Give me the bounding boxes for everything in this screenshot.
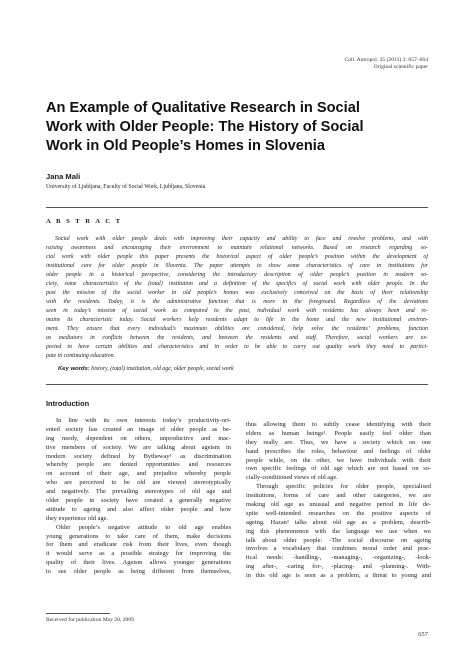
body-line: spite well-intended researches on the positive aspects of <box>246 509 431 517</box>
body-line: for them and eradicate risk from their lives, even though <box>46 541 231 549</box>
body-line: in this old age is seen as a problem, a threat to young and <box>246 572 431 580</box>
body-line: attitude to ageing and also affect older people and how <box>46 505 231 513</box>
body-line: cially-conditioned views of old age. <box>246 474 338 482</box>
abstract-line: as mediators in conflicts between the residents, and between the residents and staff. Therefore, social workers are ex- <box>46 335 428 341</box>
body-line: tive members of society. We are talking about ageism in <box>46 443 231 451</box>
body-column-right <box>246 421 431 581</box>
divider <box>46 384 428 385</box>
body-line: institutions, forms of care and other categories, we are <box>246 492 431 500</box>
title-line: An Example of Qualitative Research in Social <box>46 100 360 116</box>
body-line: modern society defined by Bytheway¹ as discrimination <box>46 452 231 460</box>
abstract-line: past the mission of the social worker in old people’s homes was exclusively conceived on the basis of their relationship <box>46 290 428 296</box>
body-line: elders as human beings¹. People easily feel older than <box>246 429 431 437</box>
body-line: whereby people are denied opportunities and resources <box>46 461 231 469</box>
abstract-line: Social work with older people deals with improving their capacity and ability to face and resolve problems, and with <box>55 236 428 242</box>
abstract-line: ment. They ensure that every individual’s maximum abilities are considered, help solve the residents’ problems, function <box>46 326 428 332</box>
body-column-left <box>46 417 231 577</box>
abstract-line: older people in a historical perspective, considering the introductory description of older people’s position in modern so- <box>46 272 428 278</box>
abstract-line: mains its characteristic today. Social workers help residents adapt to life in the home and the new institutional environ- <box>46 317 428 323</box>
footnote: Received for publication May 20, 2009 <box>46 617 134 623</box>
body-line: and negatively. The prevailing stereotypes of old age and <box>46 488 231 496</box>
abstract-line: with the residents. Today, it is the administrative function that is more in the foreground. Regardless of the deviations <box>46 299 428 305</box>
paper-type: Original scientific paper <box>373 64 428 70</box>
body-line: ing needy, dependent on others, unproductive and inac- <box>46 434 231 442</box>
body-line: thus allowing them to subtly cease identifying with their <box>246 421 431 428</box>
body-line: quality of their lives. Ageism allows younger generations <box>46 559 231 567</box>
page-number: 657 <box>418 631 428 638</box>
body-line: ing this phenomenon with the language we use when we <box>246 527 431 535</box>
body-line: young generations to take care of them, make decisions <box>46 532 231 540</box>
section-heading-introduction: Introduction <box>46 399 90 408</box>
keywords-value: history, (total) institution, old age, older people, social work <box>91 366 234 372</box>
journal-citation: Coll. Antropol. 35 (2011) 3: 657–664 <box>344 57 428 63</box>
keywords <box>58 366 428 372</box>
keywords-label: Key words: <box>58 366 90 372</box>
body-line: it would serve as a possible strategy for improving the <box>46 550 231 558</box>
abstract-line: seen in today’s mission of social work as compared to the past, individual work with residents has always been and re- <box>46 308 428 314</box>
body-line: they experience old age. <box>46 514 109 522</box>
title-line: Work with Older People: The History of Social <box>46 119 364 135</box>
abstract-heading: A B S T R A C T <box>46 218 122 225</box>
body-line: own specific feelings of old age which are not based on so- <box>246 465 431 473</box>
abstract-line: raising awareness and encouraging their environment to maintain relational networks. Based on research regarding so- <box>46 245 428 251</box>
abstract-line: institutional care for older people in Slovenia. The paper attempts to show some characteristics of care in institutions for <box>46 263 428 269</box>
divider <box>46 207 428 208</box>
body-line: older people in society have created a generally negative <box>46 497 231 505</box>
body-line: Older people’s negative attitude to old age enables <box>56 523 231 531</box>
body-line: hand prescribes the roles, behaviour and feelings of older <box>246 447 431 455</box>
body-line: to see older people as being different from themselves, <box>46 568 231 576</box>
abstract-body <box>46 235 428 361</box>
body-line: ented society has created an image of older people as be- <box>46 425 231 433</box>
body-line: tical needs: -handling-, -managing-, -organizing-, -look- <box>246 554 431 562</box>
body-line: Through specific policies for older people, specialised <box>256 483 431 491</box>
footnote-divider <box>46 613 110 614</box>
abstract-line: cial work with older people this paper presents the historical aspect of older people’s position within the development of <box>46 254 428 260</box>
abstract-line: ciety, some characteristics of the (total) institution and a definition of the specifics of social work with older people. In the <box>46 281 428 287</box>
journal-header <box>268 57 428 71</box>
abstract-line: pected to have certain abilities and characteristics and in order to be able to carry out quality work they need to partici- <box>46 344 428 350</box>
abstract-line: pate in continuing education. <box>46 353 116 359</box>
body-line: talk about older people: -The social discourse on ageing <box>246 536 431 544</box>
body-line: on account of their age, and prejudice whereby people <box>46 470 231 478</box>
body-line: making old age as unusual and negative period in life de- <box>246 501 431 509</box>
body-line: people while, on the other, we have individuals with their <box>246 456 431 464</box>
author-affiliation: University of Ljubljana, Faculty of Social Work, Ljubljana, Slovenia <box>46 184 206 190</box>
title-line: Work in Old People’s Homes in Slovenia <box>46 138 325 154</box>
body-line: In line with its own interests today’s productivity-ori- <box>56 417 231 424</box>
body-line: ing after-, -caring for-, -placing- and -planning-. With- <box>246 563 431 571</box>
author-name: Jana Mali <box>46 172 81 181</box>
body-line: involves a vocabulary that combines moral order and prac- <box>246 545 431 553</box>
body-line: who are perceived to be old are viewed stereotypically <box>46 479 231 487</box>
body-line: ageing. Hazan² talks about old age as a problem, describ- <box>246 518 431 526</box>
body-line: they really are. Thus, we have a society which on one <box>246 438 431 446</box>
paper-title <box>46 99 436 156</box>
